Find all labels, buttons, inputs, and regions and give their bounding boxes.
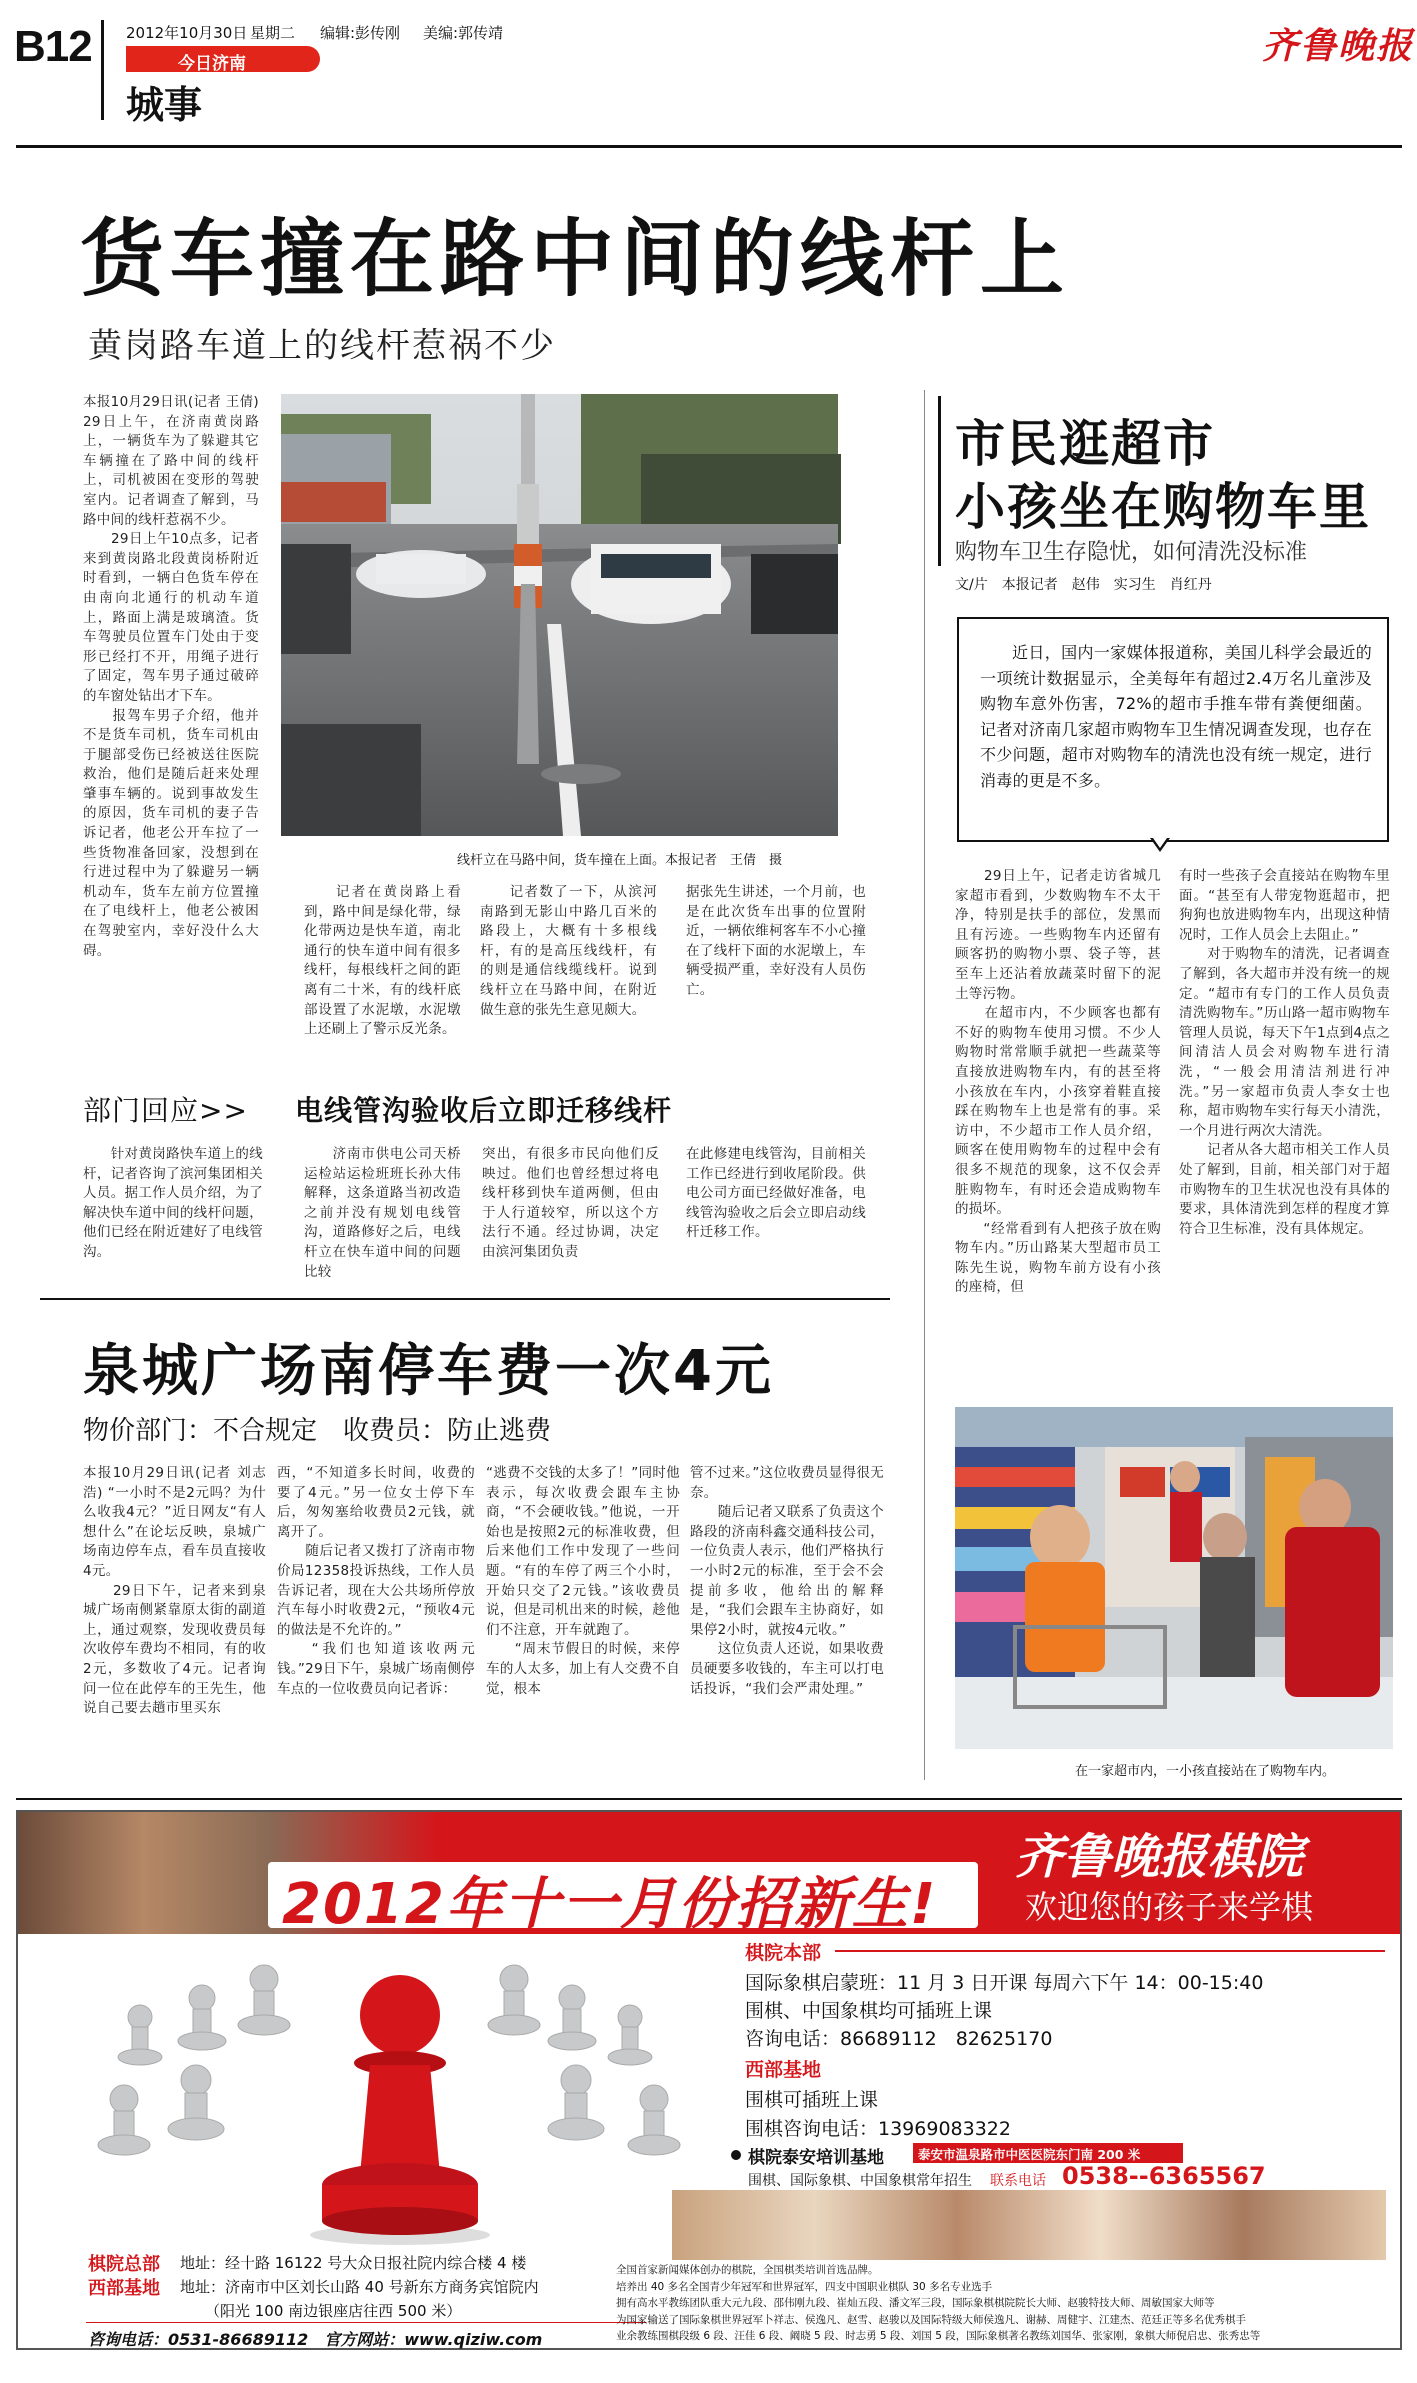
frame-bottom-rule	[16, 1798, 1402, 1800]
section-tag-label: 今日济南	[178, 54, 246, 74]
ad-bullet-4: 为国家输送了国际象棋世界冠军卜祥志、侯逸凡、赵雪、赵骏以及国际特级大师侯逸凡、谢赫、周健宇、江建杰、范廷正等多名优秀棋手	[616, 2313, 1246, 2326]
article2-headline: 泉城广场南停车费一次4元	[83, 1339, 774, 1404]
article2-subhead: 物价部门：不合规定 收费员：防止逃费	[83, 1416, 552, 1446]
ad-west-line2: 围棋咨询电话：13969083322	[745, 2118, 1011, 2140]
ad-taian-icon	[731, 2150, 741, 2160]
article3-column1: 29日上午，记者走访省城几家超市看到，少数购物车不太干净，特别是扶手的部位，发黑而且有污迹。一些购物车内还留有顾客扔的购物小票、袋子等，甚至车上还沾着放蔬菜时留下的泥土等污物。 在超市内，不少顾客也都有不好的购物车使用习惯。不少人购物时常常顺手就把一些蔬菜等直接放进购物车内，有的甚至将小孩放在车内，小孩穿着鞋直接踩在购物车上也是常有的事。采访中，不少超市工作人员介绍，顾客在使用购物车的过程中会有很多不规范的现象，这不仅会弄脏购物车，有时还会造成购物车的损坏。 “经常看到有人把孩子放在购物车内。”历山路某大型超市员工陈先生说，购物车前方设有小孩的座椅，但	[955, 868, 1161, 1296]
response-column3: 突出，有很多市民向他们反映过。他们也曾经想过将电线杆移到快车道两侧，但由于人行道较窄，所以这个方法行不通。经过协调，决定由滨河集团负责	[482, 1146, 659, 1260]
article3-intro-pointer-inner	[1153, 838, 1167, 848]
article1-headline: 货车撞在路中间的线杆上	[80, 210, 1071, 308]
ad-west-title: 西部基地	[745, 2059, 822, 2081]
designer-credit: 美编:郭传靖	[423, 24, 504, 42]
ad-bullet-5: 业余教练围棋段级 6 段、汪佳 6 段、阚晓 5 段、时志勇 5 段、刘国 5 段，国际象棋著名教练刘国华、张家刚，象棋大师倪启忠、张秀忠等	[616, 2330, 1261, 2342]
ad-brand: 齐鲁晚报棋院	[1015, 1829, 1304, 1885]
article3-column2: 有时一些孩子会直接站在购物车里面。“甚至有人带宠物逛超市，把狗狗也放进购物车内，出现这种情况时，工作人员会上去阻止。” 对于购物车的清洗，记者调查了解到，各大超市并没有统一的规定。“超市有专门的工作人员负责清洗购物车。”历山路一超市购物车管理人员说，每天下午1点到4点之间清洁人员会对购物车进行清洗，“一般会用清洁剂进行冲洗。”另一家超市负责人李女士也称，超市购物车实行每天小清洗，一个月进行两次大清洗。 记者从各大超市相关工作人员处了解到，目前，相关部门对于超市购物车的卫生状况也没有具体的要求，具体清洗到怎样的程度才算符合卫生标准，没有具体规定。	[1179, 868, 1390, 1237]
chess-pawns-illustration	[80, 1945, 720, 2245]
masthead	[0, 0, 1417, 135]
ad-bottom-west-label: 西部基地	[88, 2278, 160, 2299]
column-divider	[924, 390, 925, 1780]
supermarket-photo-caption: 在一家超市内，一小孩直接站在了购物车内。	[1075, 1764, 1336, 1779]
article1-bottom-rule	[40, 1298, 890, 1300]
frame-top-rule	[16, 145, 1402, 148]
section-name: 城事	[126, 83, 203, 127]
truck-photo-caption: 线杆立在马路中间，货车撞在上面。本报记者 王倩 摄	[457, 853, 783, 868]
article3-byline: 文/片 本报记者 赵伟 实习生 肖红丹	[955, 577, 1212, 593]
paper-logo: 齐鲁晚报	[1262, 25, 1415, 67]
ad-people-photo	[672, 2190, 1386, 2260]
article1-column3: 记者数了一下，从滨河南路到无影山中路几百米的路段上，大概有十多根线杆，有的是高压线线杆，有的则是通信线缆线杆。说到线杆立在马路中间，在附近做生意的张先生意见颇大。	[480, 884, 657, 1018]
supermarket-photo	[955, 1407, 1393, 1749]
article2-column2: 西，“不知道多长时间，收费的要了4元。”另一位女士停下车后，匆匆塞给收费员2元钱，就离开了。 随后记者又拨打了济南市物价局12358投诉热线，工作人员告诉记者，现在大公共场所停放汽车每小时收费2元，“预收4元的做法是不允许的。” “我们也知道该收两元钱。”29日下午，泉城广场南侧停车点的一位收费员向记者诉：	[277, 1465, 475, 1697]
ad-hq-line2: 围棋、中国象棋均可插班上课	[745, 2000, 993, 2022]
ad-address-west-note: （阳光 100 南边银座店往西 500 米）	[205, 2302, 462, 2320]
ad-address-hq: 地址：经十路 16122 号大众日报社院内综合楼 4 楼	[180, 2254, 527, 2272]
ad-bullet-3: 拥有高水平教练团队重大元九段、邵伟刚九段、崔灿五段、潘文军三段，国际象棋棋院院长大师、赵骏特技大师、周敏国家大师等	[616, 2297, 1215, 2309]
article1-column1: 本报10月29日讯(记者 王倩) 29日上午，在济南黄岗路上，一辆货车为了躲避其它车辆撞在了路中间的线杆上，司机被困在变形的驾驶室内。记者调查了解到，马路中间的线杆惹祸不少。 29日上午10点多，记者来到黄岗路北段黄岗桥附近时看到，一辆白色货车停在由南向北通行的机动车道上，路面上满是玻璃渣。货车驾驶员位置车门处由于变形已经打不开，用绳子进行了固定，驾车男子通过破碎的车窗处钻出才下车。 报驾车男子介绍，他并不是货车司机，货车司机由于腿部受伤已经被送往医院救治，他们是随后赶来处理肇事车辆的。说到事故发生的原因，货车司机的妻子告诉记者，他老公开车拉了一些货物准备回家，没想到在行进过程中为了躲避另一辆机动车，货车左前方位置撞在了电线杆上，他老公被困在驾驶室内，幸好没什么大碍。	[83, 394, 259, 959]
response-column4: 在此修建电线管沟，目前相关工作已经进行到收尾阶段。供电公司方面已经做好准备，电线管沟验收之后会立即启动线杆迁移工作。	[686, 1146, 866, 1241]
masthead-divider	[101, 20, 104, 120]
truck-photo	[281, 394, 838, 836]
ad-west-line1: 围棋可插班上课	[745, 2089, 879, 2111]
ad-bullet-list	[610, 2262, 1390, 2345]
issue-weekday: 星期二	[250, 24, 296, 42]
editor-credit: 编辑:彭传刚	[320, 24, 401, 42]
ad-hq-underline	[835, 1950, 1385, 1952]
ad-welcome: 欢迎您的孩子来学棋	[1025, 1888, 1314, 1926]
ad-hq-line3: 咨询电话：86689112 82625170	[745, 2028, 1053, 2050]
response-column1: 针对黄岗路快车道上的线杆，记者咨询了滨河集团相关人员。据工作人员介绍，为了解决快车道中间的线杆问题，他们已经在附近建好了电线管沟。	[83, 1146, 263, 1260]
ad-taian-address: 泰安市温泉路市中医医院东门南 200 米	[918, 2147, 1141, 2162]
article3-headline-line2: 小孩坐在购物车里	[955, 478, 1371, 536]
article3-top-bar	[938, 396, 941, 566]
ad-contact-underline	[86, 2322, 646, 2323]
ad-hq-title: 棋院本部	[745, 1942, 822, 1964]
article2-column4: 管不过来。”这位收费员显得很无奈。 随后记者又联系了负责这个路段的济南科鑫交通科技公司，一位负责人表示，他们严格执行一小时2元的标准，至于会不会提前多收，他给出的解释是，“我们会跟车主协商好，如果停2小时，就按4元收。” 这位负责人还说，如果收费员硬要多收钱的，车主可以打电话投诉，“我们会严肃处理。”	[690, 1465, 884, 1697]
article1-column4: 据张先生讲述，一个月前，也是在此次货车出事的位置附近，一辆依维柯客车不小心撞在了线杆下面的水泥墩上，车辆受损严重，幸好没有人员伤亡。	[686, 884, 866, 998]
issue-date: 2012年10月30日	[126, 24, 248, 42]
ad-taian-title: 棋院泰安培训基地	[748, 2148, 884, 2168]
article1-column2: 记者在黄岗路上看到，路中间是绿化带，绿化带两边是快车道，南北通行的快车道中间有很多线杆，每根线杆之间的距离有二十米，有的线杆底部设置了水泥墩，水泥墩上还刷上了警示反光条。	[304, 884, 461, 1038]
article1-subhead: 黄岗路车道上的线杆惹祸不少	[88, 326, 556, 366]
ad-address-west: 地址：济南市中区刘长山路 40 号新东方商务宾馆院内	[180, 2278, 539, 2296]
response-column2: 济南市供电公司天桥运检站运检班班长孙大伟解释，这条道路当初改造之前并没有规划电线管沟，道路修好之后，电线杆立在快车道中间的问题比较	[304, 1146, 461, 1280]
article2-column1: 本报10月29日讯(记者 刘志浩) “一小时不是2元吗？为什么收我4元？”近日网友“有人想什么”在论坛反映，泉城广场南边停车点，看车员直接收4元。 29日下午，记者来到泉城广场南侧紧靠原太街的副道上，通过观察，发现收费员每次收停车费均不相同，有的收2元，多数收了4元。记者询问一位在此停车的王先生，他说自己要去趟市里买东	[83, 1465, 266, 1717]
ad-banner-title: 2012年十一月份招新生!	[282, 1872, 938, 1937]
ad-bullet-2: 培养出 40 多名全国青少年冠军和世界冠军，四支中国职业棋队 30 多名专业选手	[616, 2280, 993, 2293]
article2-column3: “逃费不交钱的太多了！”同时他表示，每次收费会跟车主协商，“不会硬收钱。”他说，一开始也是按照2元的标准收费，但后来他们工作中发现了一些问题。“有的车停了两三个小时，开始只交了2元钱。”该收费员说，但是司机出来的时候，趁他们不注意，开车就跑了。 “周末节假日的时候，来停车的人太多，加上有人交费不自觉，根本	[486, 1465, 680, 1697]
ad-taian-courses: 围棋、国际象棋、中国象棋常年招生	[748, 2173, 972, 2189]
article3-subhead: 购物车卫生存隐忧，如何清洗没标准	[955, 540, 1308, 565]
ad-bullet-1: 全国首家新闻媒体创办的棋院，全国棋类培训首选品牌。	[616, 2264, 879, 2276]
article3-intro: 近日，国内一家媒体报道称，美国儿科学会最近的一项统计数据显示，全美每年有超过2.4万名儿童涉及购物车意外伤害，72%的超市手推车带有粪便细菌。记者对济南几家超市购物车卫生情况调查发现，也存在不少问题，超市对购物车的清洗也没有统一规定，进行消毒的更是不多。	[980, 643, 1372, 790]
ad-bottom-hq-label: 棋院总部	[88, 2254, 160, 2275]
response-label: 部门回应>>	[83, 1094, 248, 1127]
response-title: 电线管沟验收后立即迁移线杆	[295, 1094, 673, 1127]
ad-taian-phone: 0538--6365567	[1062, 2162, 1266, 2190]
ad-hq-line1: 国际象棋启蒙班：11 月 3 日开课 每周六下午 14：00-15:40	[745, 1972, 1264, 1994]
ad-taian-phone-label: 联系电话	[990, 2173, 1046, 2189]
article3-headline-line1: 市民逛超市	[955, 415, 1215, 473]
ad-contact: 咨询电话：0531-86689112 官方网站：www.qiziw.com	[88, 2330, 543, 2349]
page-code: B12	[14, 22, 92, 71]
